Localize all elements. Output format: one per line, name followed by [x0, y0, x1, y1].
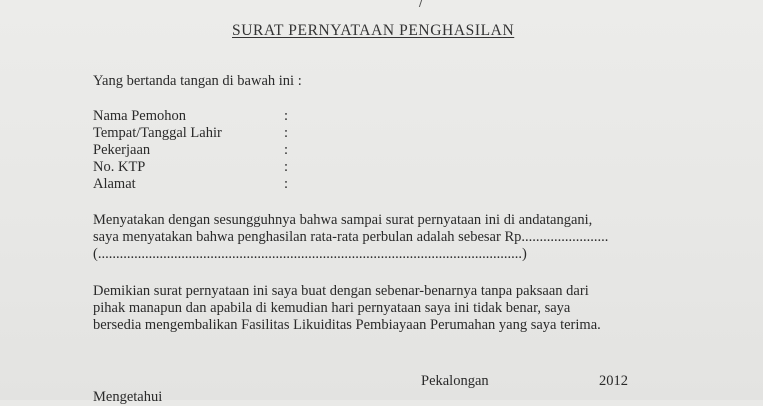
field-colon-ttl: : — [284, 125, 289, 141]
statement-line-2: saya menyatakan bahwa penghasilan rata-rata perbulan adalah sebesar Rp........................ — [93, 229, 609, 245]
field-label-ttl: Tempat/Tanggal Lahir — [93, 125, 222, 141]
acknowledged-label: Mengetahui — [93, 389, 163, 405]
document-title: SURAT PERNYATAAN PENGHASILAN — [232, 22, 515, 39]
intro-text: Yang bertanda tangan di bawah ini : — [93, 73, 302, 89]
field-label-pekerjaan: Pekerjaan — [93, 142, 151, 158]
field-label-ktp: No. KTP — [93, 159, 146, 175]
field-colon-nama: : — [284, 108, 289, 124]
field-label-nama: Nama Pemohon — [93, 108, 187, 124]
closing-line-3: bersedia mengembalikan Fasilitas Likuiditas Pembiayaan Perumahan yang saya terima. — [93, 317, 601, 333]
place-text: Pekalongan — [421, 373, 489, 389]
statement-line-3: (.....................................................................................................................) — [93, 246, 527, 262]
statement-paragraph — [93, 212, 608, 263]
closing-line-2: pihak manapun dan apabila di kemudian hari pernyataan saya ini tidak benar, saya — [93, 300, 571, 316]
closing-paragraph — [93, 283, 601, 334]
field-colon-alamat: : — [284, 176, 289, 192]
field-colon-ktp: : — [284, 159, 289, 175]
year-text: 2012 — [599, 373, 628, 389]
statement-line-1: Menyatakan dengan sesungguhnya bahwa sampai surat pernyataan ini di andatangani, — [93, 212, 593, 228]
scan-mark — [415, 0, 422, 7]
field-label-alamat: Alamat — [93, 176, 136, 192]
closing-line-1: Demikian surat pernyataan ini saya buat dengan sebenar-benarnya tanpa paksaan dari — [93, 283, 589, 299]
field-colon-pekerjaan: : — [284, 142, 289, 158]
